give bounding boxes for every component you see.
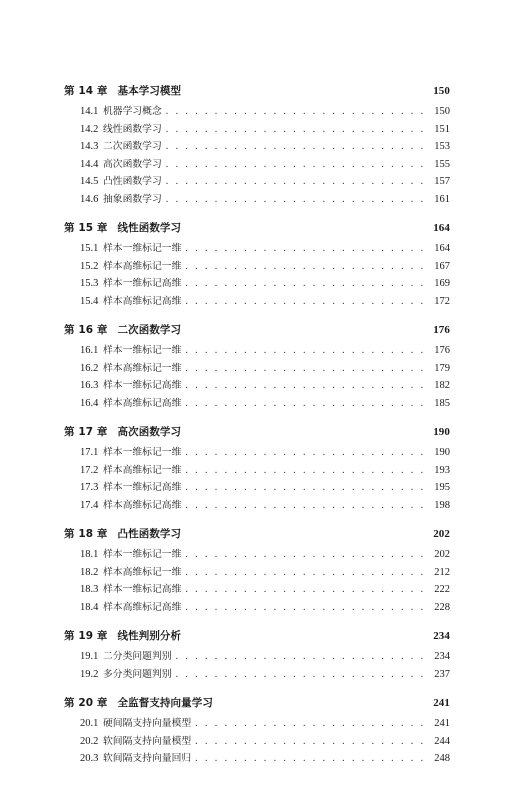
chapter-heading — [64, 322, 450, 342]
section-entry — [64, 581, 450, 599]
section-title: 样本高维标记高维 — [103, 601, 182, 613]
chapter-title: 全监督支持向量学习 — [117, 697, 213, 709]
chapter-entry — [64, 628, 450, 683]
section-number: 15.4 — [80, 295, 99, 307]
dot-leader — [166, 124, 431, 135]
section-entry — [64, 497, 450, 515]
dot-leader — [166, 176, 431, 187]
dot-leader — [185, 398, 431, 409]
dot-leader — [166, 141, 431, 152]
dot-leader — [185, 549, 431, 560]
section-entry — [64, 564, 450, 582]
dot-leader — [195, 753, 431, 764]
section-number: 16.1 — [80, 345, 99, 356]
chapter-title: 凸性函数学习 — [117, 528, 182, 540]
dot-leader — [185, 363, 431, 374]
dot-leader — [166, 106, 431, 117]
section-title: 样本一维标记高维 — [103, 584, 182, 595]
dot-leader — [185, 380, 431, 391]
section-title: 样本高维标记高维 — [103, 397, 182, 409]
chapter-entry — [64, 526, 450, 616]
section-title: 抽象函数学习 — [103, 193, 162, 205]
chapter-heading — [64, 695, 450, 715]
section-page-number: 198 — [434, 499, 450, 511]
dot-leader — [185, 296, 431, 307]
section-title: 二分类问题判别 — [103, 651, 172, 662]
section-page-number: 244 — [434, 735, 450, 747]
section-number: 14.4 — [80, 158, 99, 170]
section-title: 机器学习概念 — [103, 106, 162, 117]
dot-leader — [185, 278, 431, 289]
chapter-number: 第 18 章 — [64, 528, 108, 540]
section-entry — [64, 258, 450, 276]
section-title: 样本一维标记高维 — [103, 380, 182, 391]
section-entry — [64, 599, 450, 617]
section-title: 样本高维标记一维 — [103, 362, 182, 374]
section-entry — [64, 156, 450, 174]
section-entry — [64, 275, 450, 293]
section-number: 14.3 — [80, 141, 99, 152]
chapter-heading — [64, 424, 450, 444]
dot-leader — [166, 194, 431, 205]
dot-leader — [185, 447, 431, 458]
section-page-number: 150 — [434, 106, 450, 117]
section-page-number: 161 — [434, 193, 450, 205]
section-entry — [64, 479, 450, 497]
section-number: 14.5 — [80, 176, 99, 187]
section-page-number: 172 — [434, 295, 450, 307]
section-page-number: 234 — [434, 651, 450, 662]
section-entry — [64, 546, 450, 564]
section-page-number: 157 — [434, 176, 450, 187]
section-number: 16.2 — [80, 362, 99, 374]
section-page-number: 222 — [434, 584, 450, 595]
dot-leader — [185, 500, 431, 511]
chapter-page-number: 150 — [433, 85, 450, 97]
section-page-number: 167 — [434, 260, 450, 272]
dot-leader — [185, 261, 431, 272]
section-page-number: 151 — [434, 123, 450, 135]
section-number: 18.3 — [80, 584, 99, 595]
section-title: 样本一维标记高维 — [103, 482, 182, 493]
section-entry — [64, 750, 450, 768]
dot-leader — [166, 159, 431, 170]
section-title: 线性函数学习 — [103, 123, 162, 135]
section-title: 样本高维标记高维 — [103, 499, 182, 511]
section-entry — [64, 191, 450, 209]
section-number: 15.2 — [80, 260, 99, 272]
chapter-heading — [64, 628, 450, 648]
section-title: 样本一维标记一维 — [103, 447, 182, 458]
dot-leader — [185, 584, 431, 595]
section-entry — [64, 377, 450, 395]
chapter-entry — [64, 322, 450, 412]
dot-leader — [195, 736, 431, 747]
section-number: 17.1 — [80, 447, 99, 458]
section-number: 18.2 — [80, 566, 99, 578]
section-number: 15.3 — [80, 278, 99, 289]
section-entry — [64, 121, 450, 139]
section-page-number: 179 — [434, 362, 450, 374]
section-page-number: 202 — [434, 549, 450, 560]
section-title: 样本一维标记一维 — [103, 345, 182, 356]
dot-leader — [176, 651, 432, 662]
chapter-entry — [64, 220, 450, 310]
section-page-number: 176 — [434, 345, 450, 356]
section-entry — [64, 444, 450, 462]
section-number: 14.1 — [80, 106, 99, 117]
section-number: 17.4 — [80, 499, 99, 511]
section-number: 17.3 — [80, 482, 99, 493]
chapter-number: 第 16 章 — [64, 324, 108, 336]
chapter-page-number: 190 — [433, 426, 450, 438]
section-page-number: 190 — [434, 447, 450, 458]
section-title: 样本一维标记高维 — [103, 278, 182, 289]
dot-leader — [176, 669, 432, 680]
section-page-number: 193 — [434, 464, 450, 476]
section-title: 样本一维标记一维 — [103, 243, 182, 254]
section-page-number: 195 — [434, 482, 450, 493]
section-title: 硬间隔支持向量模型 — [103, 718, 192, 729]
section-page-number: 185 — [434, 397, 450, 409]
section-number: 20.2 — [80, 735, 99, 747]
section-title: 多分类问题判别 — [103, 668, 172, 680]
section-page-number: 248 — [434, 753, 450, 764]
dot-leader — [185, 602, 431, 613]
section-entry — [64, 666, 450, 684]
section-page-number: 153 — [434, 141, 450, 152]
section-number: 18.1 — [80, 549, 99, 560]
section-page-number: 228 — [434, 601, 450, 613]
section-title: 样本一维标记一维 — [103, 549, 182, 560]
section-page-number: 169 — [434, 278, 450, 289]
section-number: 20.3 — [80, 753, 99, 764]
section-number: 14.2 — [80, 123, 99, 135]
chapter-page-number: 241 — [433, 697, 450, 709]
chapter-title: 基本学习模型 — [117, 85, 182, 97]
chapter-title: 线性判别分析 — [117, 630, 182, 642]
section-number: 14.6 — [80, 193, 99, 205]
section-title: 软间隔支持向量回归 — [103, 753, 192, 764]
section-title: 软间隔支持向量模型 — [103, 735, 192, 747]
section-number: 19.2 — [80, 668, 99, 680]
section-page-number: 182 — [434, 380, 450, 391]
section-entry — [64, 360, 450, 378]
chapter-page-number: 164 — [433, 222, 450, 234]
dot-leader — [185, 465, 431, 476]
chapter-number: 第 17 章 — [64, 426, 108, 438]
chapter-number: 第 14 章 — [64, 85, 108, 97]
section-entry — [64, 103, 450, 121]
chapter-page-number: 176 — [433, 324, 450, 336]
section-number: 19.1 — [80, 651, 99, 662]
chapter-number: 第 15 章 — [64, 222, 108, 234]
section-entry — [64, 733, 450, 751]
dot-leader — [185, 243, 431, 254]
section-number: 17.2 — [80, 464, 99, 476]
section-entry — [64, 173, 450, 191]
section-title: 样本高维标记一维 — [103, 566, 182, 578]
dot-leader — [185, 345, 431, 356]
chapter-page-number: 202 — [433, 528, 450, 540]
section-number: 16.4 — [80, 397, 99, 409]
chapter-title: 高次函数学习 — [117, 426, 182, 438]
section-entry — [64, 715, 450, 733]
section-entry — [64, 138, 450, 156]
dot-leader — [195, 718, 431, 729]
chapter-number: 第 19 章 — [64, 630, 108, 642]
section-entry — [64, 293, 450, 311]
section-entry — [64, 462, 450, 480]
section-number: 20.1 — [80, 718, 99, 729]
chapter-heading — [64, 526, 450, 546]
section-title: 样本高维标记高维 — [103, 295, 182, 307]
section-page-number: 212 — [434, 566, 450, 578]
section-title: 二次函数学习 — [103, 141, 162, 152]
chapter-entry — [64, 695, 450, 768]
section-entry — [64, 240, 450, 258]
chapter-heading — [64, 220, 450, 240]
chapter-heading — [64, 83, 450, 103]
section-page-number: 155 — [434, 158, 450, 170]
section-title: 凸性函数学习 — [103, 176, 162, 187]
dot-leader — [185, 567, 431, 578]
section-title: 高次函数学习 — [103, 158, 162, 170]
section-number: 15.1 — [80, 243, 99, 254]
section-entry — [64, 648, 450, 666]
section-title: 样本高维标记一维 — [103, 260, 182, 272]
chapter-number: 第 20 章 — [64, 697, 108, 709]
table-of-contents — [64, 83, 450, 780]
chapter-title: 线性函数学习 — [117, 222, 182, 234]
dot-leader — [185, 482, 431, 493]
section-page-number: 164 — [434, 243, 450, 254]
section-number: 18.4 — [80, 601, 99, 613]
chapter-page-number: 234 — [433, 630, 450, 642]
section-entry — [64, 342, 450, 360]
chapter-entry — [64, 83, 450, 208]
section-page-number: 237 — [434, 668, 450, 680]
section-title: 样本高维标记一维 — [103, 464, 182, 476]
chapter-entry — [64, 424, 450, 514]
chapter-title: 二次函数学习 — [117, 324, 182, 336]
section-number: 16.3 — [80, 380, 99, 391]
section-page-number: 241 — [434, 718, 450, 729]
section-entry — [64, 395, 450, 413]
